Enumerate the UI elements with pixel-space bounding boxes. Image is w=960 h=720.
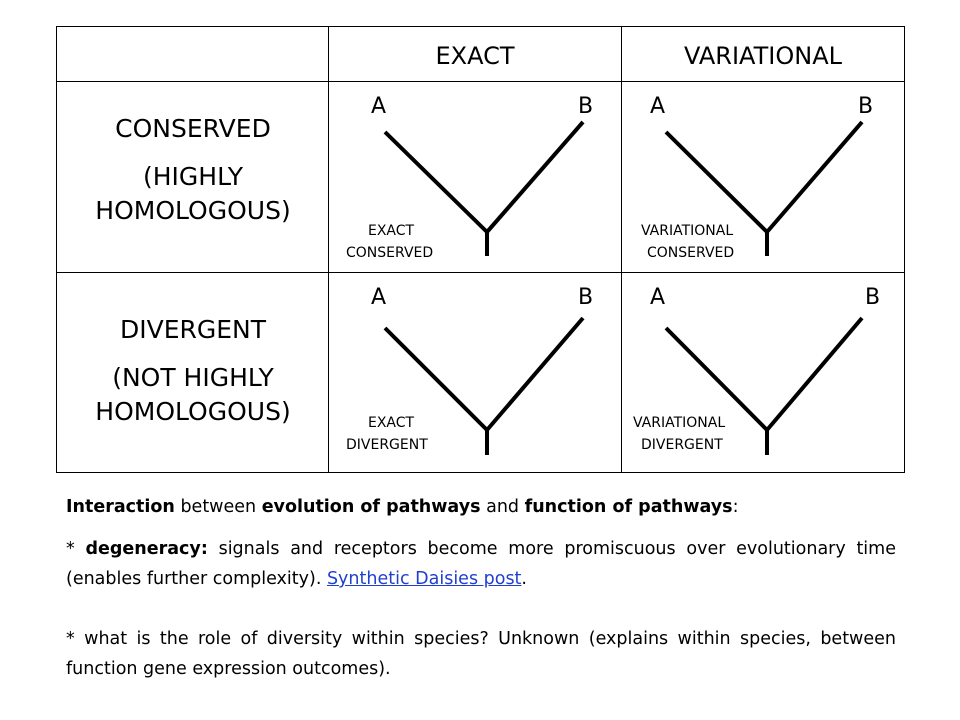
row-label-line: HOMOLOGOUS): [95, 396, 291, 426]
tree-branch-a: [666, 132, 767, 232]
cell-caption: [641, 220, 734, 264]
synthetic-daisies-link[interactable]: Synthetic Daisies post: [326, 569, 522, 589]
row-label-line: (NOT HIGHLY: [112, 362, 274, 392]
row-label-line: HOMOLOGOUS): [95, 195, 291, 225]
row-label-divergent: [58, 313, 328, 428]
tree-branch-b: [487, 122, 583, 232]
text-run: *: [66, 539, 86, 559]
taxon-label-a: A: [371, 285, 387, 310]
cell-exact-conserved: [329, 82, 605, 272]
tree-branch-b: [767, 318, 862, 430]
caption-line: EXACT: [368, 223, 415, 239]
bold-term: function of pathways: [524, 497, 733, 517]
cell-caption: [633, 412, 725, 456]
degeneracy-paragraph: [66, 534, 896, 594]
caption-line: DIVERGENT: [641, 437, 723, 453]
row-label-conserved: [58, 112, 328, 227]
caption-line: CONSERVED: [647, 245, 735, 261]
bold-term: Interaction: [66, 497, 175, 517]
text-run: signals and receptors become more promiscuous over evolutionary time (enables further complexity).: [66, 539, 896, 589]
caption-line: VARIATIONAL: [641, 223, 734, 239]
column-header-variational: VARIATIONAL: [684, 42, 842, 70]
taxon-label-a: A: [650, 285, 666, 310]
row-label-line: (HIGHLY: [143, 161, 243, 191]
taxon-label-b: B: [578, 94, 594, 119]
tree-branch-b: [767, 122, 862, 232]
caption-line: EXACT: [368, 415, 415, 431]
taxon-label-b: B: [865, 285, 881, 310]
diversity-paragraph: * what is the role of diversity within species? Unknown (explains within species, between function gene expression outcomes).: [66, 629, 896, 679]
cell-exact-divergent: [329, 273, 605, 463]
caption-line: VARIATIONAL: [633, 415, 726, 431]
cell-caption: [346, 412, 428, 456]
tree-branch-b: [487, 318, 583, 430]
text-run: between: [174, 497, 262, 517]
bold-term: degeneracy:: [85, 539, 208, 559]
bold-term: evolution of pathways: [261, 497, 481, 517]
text-run: :: [732, 497, 739, 517]
taxon-label-a: A: [650, 94, 666, 119]
intro-paragraph: [66, 492, 896, 522]
text-run: and: [480, 497, 525, 517]
row-label-line: DIVERGENT: [119, 315, 267, 344]
cell-variational-conserved: [622, 82, 898, 272]
tree-branch-a: [385, 132, 487, 232]
cell-caption: [346, 220, 433, 264]
text-run: .: [521, 569, 527, 589]
cell-variational-divergent: [622, 273, 898, 463]
row-label-line: CONSERVED: [115, 114, 271, 143]
caption-line: CONSERVED: [346, 245, 434, 261]
notes-text: [66, 492, 896, 684]
column-header-exact: EXACT: [435, 42, 515, 70]
taxon-label-b: B: [578, 285, 594, 310]
taxon-label-b: B: [858, 94, 874, 119]
taxon-label-a: A: [371, 94, 387, 119]
caption-line: DIVERGENT: [346, 437, 428, 453]
